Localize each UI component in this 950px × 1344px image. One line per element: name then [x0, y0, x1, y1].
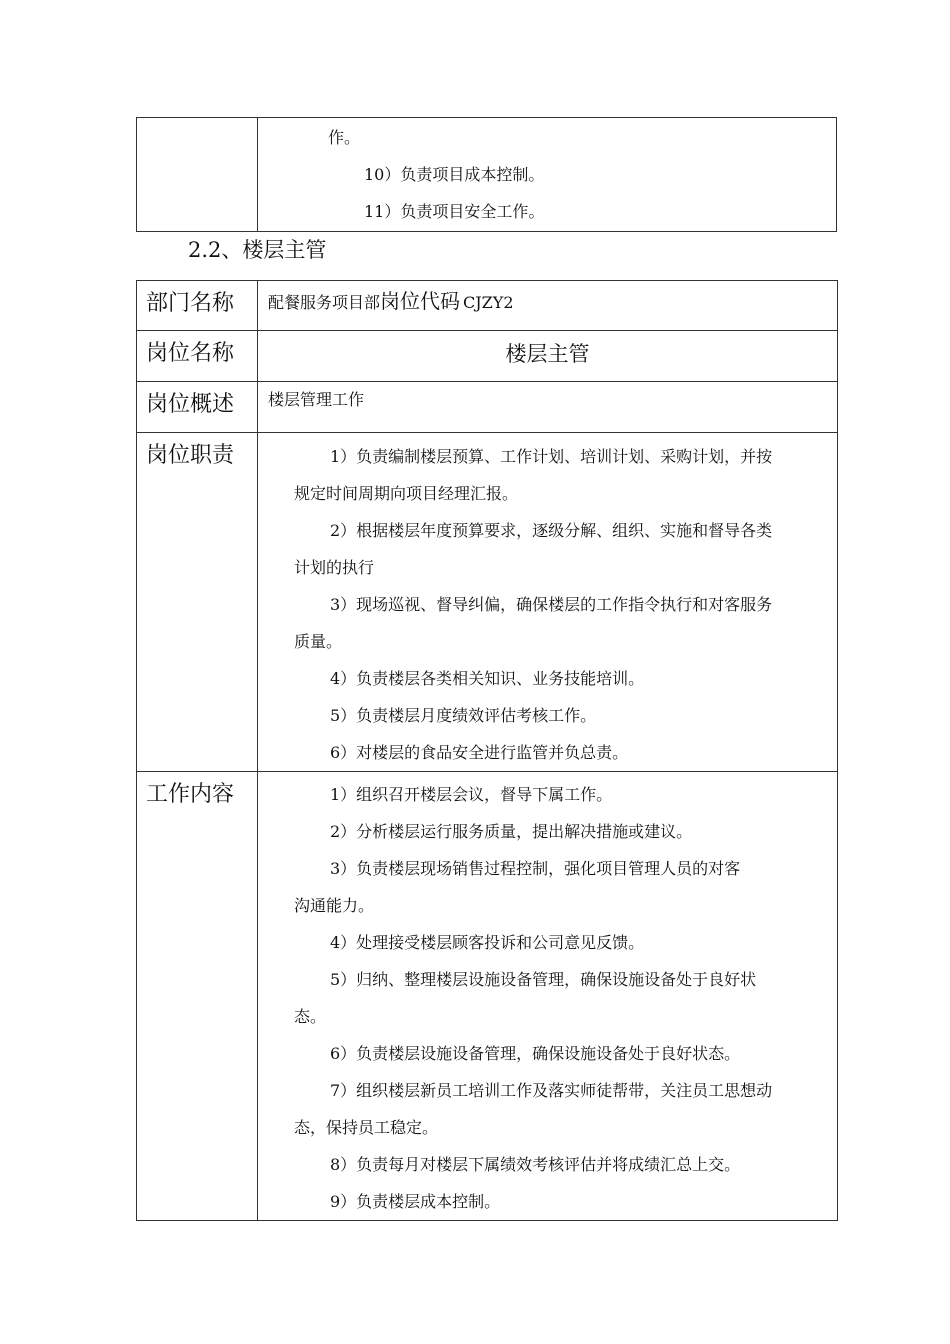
continued-label-cell: [137, 118, 258, 232]
dept-label: 部门名称: [146, 291, 235, 316]
work-line: 沟通能力。: [294, 896, 375, 915]
post-name-value-cell: [258, 331, 838, 382]
post-name-value: 楼层主管: [505, 342, 590, 366]
job-description-table: [136, 280, 838, 1221]
work-line: 8）负责每月对楼层下属绩效考核评估并将成绩汇总上交。: [330, 1155, 741, 1174]
summary-label: 岗位概述: [146, 392, 235, 417]
dept-value: 配餐服务项目部: [268, 293, 381, 312]
duty-line: 质量。: [294, 632, 343, 651]
duties-label-cell: [137, 433, 258, 772]
work-line: 1）组织召开楼层会议，督导下属工作。: [330, 785, 613, 804]
work-line: 态。: [294, 1007, 327, 1026]
work-label: 工作内容: [146, 782, 235, 807]
summary-value: 楼层管理工作: [268, 390, 365, 409]
dept-label-cell: [137, 281, 258, 331]
section-heading: 2.2、楼层主管: [188, 238, 327, 262]
duties-cell: [258, 433, 838, 772]
work-line: 4）处理接受楼层顾客投诉和公司意见反馈。: [330, 933, 645, 952]
work-line: 5）归纳、整理楼层设施设备管理，确保设施设备处于良好状: [330, 970, 757, 989]
duty-line: 5）负责楼层月度绩效评估考核工作。: [330, 706, 597, 725]
work-line: 7）组织楼层新员工培训工作及落实师徒帮带，关注员工思想动: [330, 1081, 773, 1100]
duty-line: 2）根据楼层年度预算要求，逐级分解、组织、实施和督导各类: [330, 521, 773, 540]
continued-line: 10）负责项目成本控制。: [364, 165, 545, 184]
work-label-cell: [137, 772, 258, 1221]
work-line: 3）负责楼层现场销售过程控制，强化项目管理人员的对客: [330, 859, 741, 878]
duty-line: 3）现场巡视、督导纠偏，确保楼层的工作指令执行和对客服务: [330, 595, 773, 614]
dept-value-cell: [258, 281, 838, 331]
summary-label-cell: [137, 382, 258, 433]
summary-value-cell: [258, 382, 838, 433]
continued-line: 11）负责项目安全工作。: [364, 202, 545, 221]
work-line: 6）负责楼层设施设备管理，确保设施设备处于良好状态。: [330, 1044, 741, 1063]
work-line: 2）分析楼层运行服务质量，提出解决措施或建议。: [330, 822, 693, 841]
work-cell: [258, 772, 838, 1221]
work-line: 9）负责楼层成本控制。: [330, 1192, 501, 1211]
post-name-label: 岗位名称: [146, 341, 235, 366]
continued-table: [136, 117, 837, 232]
duties-label: 岗位职责: [146, 443, 235, 468]
continued-line: 作。: [328, 128, 361, 147]
work-line: 态，保持员工稳定。: [294, 1118, 439, 1137]
duty-line: 6）对楼层的食品安全进行监管并负总责。: [330, 743, 629, 762]
duty-line: 规定时间周期向项目经理汇报。: [294, 484, 519, 503]
duty-line: 4）负责楼层各类相关知识、业务技能培训。: [330, 669, 645, 688]
post-name-label-cell: [137, 331, 258, 382]
code-label: 岗位代码: [380, 289, 461, 313]
duty-line: 计划的执行: [294, 558, 375, 577]
continued-content-cell: [258, 118, 837, 232]
duty-line: 1）负责编制楼层预算、工作计划、培训计划、采购计划，并按: [330, 447, 773, 466]
code-value: CJZY2: [463, 293, 514, 312]
